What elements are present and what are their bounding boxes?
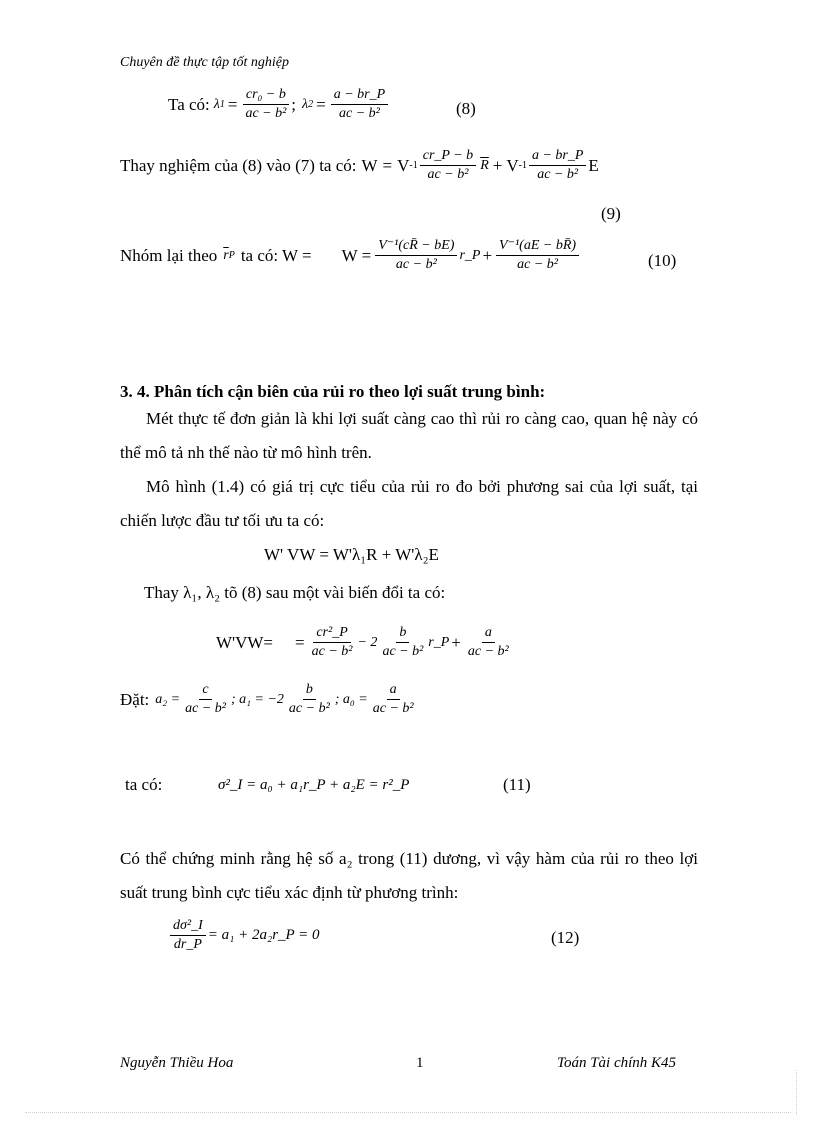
- dat-fraction3: [370, 682, 417, 717]
- eq9-plus: +: [492, 155, 503, 175]
- eq10-lhs: W =: [341, 245, 372, 265]
- dat-fraction1: [182, 682, 229, 717]
- eq8-lambda1: λ: [213, 96, 220, 112]
- wvw-num1: cr²_P: [313, 625, 350, 643]
- dat-a2: a₂ =: [155, 691, 181, 707]
- eq12-number: (12): [551, 928, 580, 947]
- footer-page-number: 1: [416, 1055, 424, 1071]
- footer-author: Nguyễn Thiều Hoa: [120, 1055, 234, 1071]
- wvw-fraction2: [379, 625, 426, 660]
- wvw-rp: r_P: [428, 634, 450, 650]
- eq12-fraction: [170, 918, 206, 953]
- wvw-den2: ac − b²: [382, 644, 424, 659]
- eq10-den2: ac − b²: [517, 257, 558, 272]
- equation-dat: [120, 682, 419, 717]
- eq9-rbar: $\overline{R}$: [480, 157, 489, 173]
- dat-num3: a: [387, 682, 400, 700]
- wvw-num2: b: [396, 625, 409, 643]
- eq9-exp2: -1: [518, 160, 527, 171]
- eq10-num1: V⁻¹(cR̄ − bE): [375, 238, 457, 256]
- paragraph-1: Mét thực tế đơn giản là khi lợi suất càng cao thì rủi ro càng cao, quan hệ này có thể mô tả nh thế nào từ mô hình trên.: [120, 409, 698, 462]
- eq10-fraction1: [375, 238, 457, 273]
- dat-den2: ac − b²: [288, 701, 330, 716]
- eq8-den1: ac − b²: [245, 106, 287, 121]
- dat-fraction2: [286, 682, 333, 717]
- eq8-num2: a − br_P: [331, 87, 388, 105]
- wvw-fraction3: [465, 625, 512, 660]
- equation-8: Ta có: λ 1 = $\frac{\text{cr₀ − b}}{\text{ac − b²}}$ ; λ 2 = $\frac{a - br\_P}{\text{ac − b²}}$: [168, 87, 390, 122]
- eq9-e: E: [588, 155, 599, 175]
- wvw-plus: +: [451, 632, 461, 652]
- section-heading: 3. 4. Phân tích cận biên của rủi ro theo lợi suất trung bình:: [120, 382, 546, 401]
- header-title: Chuyên đề thực tập tốt nghiệp: [120, 55, 289, 70]
- eq8-fraction2: [331, 87, 388, 122]
- footer-course: Toán Tài chính K45: [557, 1055, 677, 1071]
- eq11-number: (11): [503, 775, 531, 794]
- eq8-sub2: 2: [308, 99, 314, 110]
- paragraph-2: Mô hình (1.4) có giá trị cực tiểu của rủi ro đo bởi phương sai của lợi suất, tại chiến lược đầu tư tối ưu ta có:: [120, 477, 698, 530]
- footer-divider: [25, 1112, 791, 1113]
- eq10-den1: ac − b²: [395, 257, 437, 272]
- eq11-lead: ta có:: [125, 775, 163, 794]
- wvw-fraction1: [309, 625, 356, 660]
- eq8-num1: cr₀ − b: [243, 87, 289, 105]
- eq8-sub1: 1: [219, 99, 225, 110]
- equation-9: [120, 148, 599, 183]
- dat-lead: Đặt:: [120, 689, 150, 709]
- eq9-fraction1: [420, 148, 476, 183]
- eq12-num: dσ²_I: [170, 918, 206, 936]
- eq9-fraction2: [529, 148, 586, 183]
- dat-den3: ac − b²: [372, 701, 414, 716]
- eq9-lhs: W: [361, 155, 378, 175]
- wvw-lhs: W'VW=: [216, 632, 274, 652]
- wvw-equals: =: [295, 632, 305, 652]
- dat-a1: ; a₁ = −2: [230, 691, 284, 707]
- equation-vw: W' VW = W'λ₁R + W'λ₂E: [264, 545, 439, 564]
- eq8-lambda2: λ: [302, 96, 309, 112]
- eq10-rp2: r_P: [459, 247, 481, 263]
- eq11-formula: σ²_I = a₀ + a₁r_P + a₂E = r²_P: [218, 777, 410, 793]
- paragraph-3: Thay λ₁, λ₂ tõ (8) sau một vài biến đổi ta có:: [144, 583, 446, 602]
- equation-12: [168, 918, 320, 953]
- dat-den1: ac − b²: [185, 701, 226, 716]
- eq10-number: (10): [648, 251, 677, 270]
- eq9-equals: =: [382, 155, 393, 175]
- eq10-num2: V⁻¹(aE − bR̄): [496, 238, 579, 256]
- eq9-number: (9): [601, 204, 621, 223]
- dat-num2: b: [303, 682, 316, 700]
- wvw-den1: ac − b²: [311, 644, 353, 659]
- eq12-rhs: = a₁ + 2a₂r_P = 0: [207, 927, 320, 943]
- paragraph-4: Có thể chứng minh rằng hệ số a₂ trong (11) dương, vì vậy hàm của rủi ro theo lợi suất trung bình cực tiểu xác định từ phương trình:: [120, 849, 698, 902]
- eq9-num2: a − br_P: [529, 148, 586, 166]
- wvw-minus2: − 2: [357, 634, 378, 650]
- eq9-den2: ac − b²: [537, 167, 579, 182]
- eq9-vinv1: V: [397, 155, 410, 175]
- equation-10: [120, 238, 581, 273]
- eq8-fraction1: [242, 87, 289, 122]
- page-edge-marker: [796, 1070, 797, 1115]
- eq10-mid: ta có: W =: [240, 245, 312, 265]
- eq8-number: (8): [456, 99, 476, 118]
- eq9-num1: cr_P − b: [420, 148, 476, 166]
- eq9-exp1: -1: [409, 160, 418, 171]
- eq9-den1: ac − b²: [427, 167, 469, 182]
- eq8-sep: ;: [291, 94, 297, 114]
- eq8-equals: =: [227, 94, 238, 114]
- eq9-vinv2: V: [506, 155, 519, 175]
- eq9-lead: Thay nghiệm của (8) vào (7) ta có:: [120, 155, 357, 175]
- wvw-num3: a: [482, 625, 495, 643]
- eq10-rp-sub: P: [228, 250, 235, 261]
- dat-a0: ; a₀ =: [334, 691, 368, 707]
- eq8-den2: ac − b²: [339, 106, 380, 121]
- eq10-fraction2: [496, 238, 579, 273]
- equation-wvw: [216, 625, 514, 660]
- eq10-plus: +: [482, 245, 493, 265]
- eq8-lead: Ta có:: [168, 94, 210, 114]
- wvw-den3: ac − b²: [467, 644, 509, 659]
- eq10-lead: Nhóm lại theo: [120, 245, 218, 265]
- eq10-rp: $\overline{r}$: [223, 247, 229, 263]
- dat-num1: c: [199, 682, 211, 700]
- eq12-den: dr_P: [173, 937, 202, 952]
